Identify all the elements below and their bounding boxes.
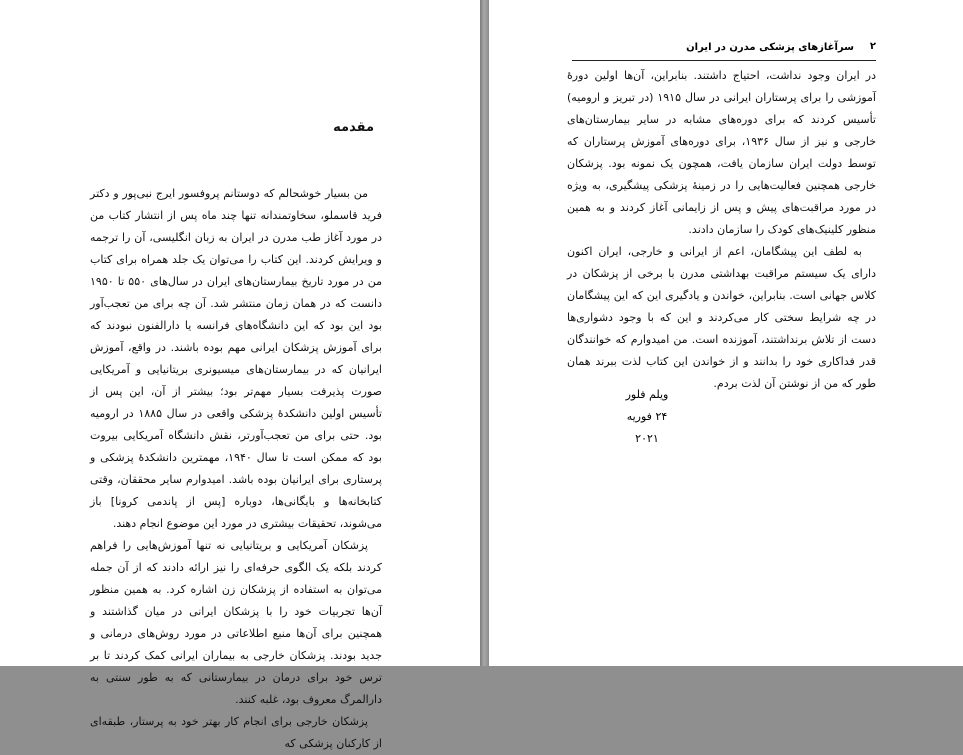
paragraph: به لطف این پیشگامان، اعم از ایرانی و خارجی، ایران اکنون دارای یک سیستم مراقبت بهداشتی مدرن با برخی از پزشکان در کلاس جهانی است. بنابراین، خواندن و یادگیری این که این پیشگامان در چه شرایط سختی کار می‌کردند و این که با وجود دشواری‌ها دست از تلاش برنداشتند، آموزنده است. من امیدوارم که خوانندگان قدر فداکاری خود را بدانند و از خواندن این کتاب لذت ببرند همان طور که من از نوشتن آن لذت بردم. [567, 245, 876, 390]
right-page-body [567, 65, 876, 395]
signature [617, 384, 677, 450]
paragraph: پزشکان آمریکایی و بریتانیایی نه تنها آموزش‌هایی را فراهم کردند بلکه یک الگوی حرفه‌ای را نیز ارائه دادند که از آن جمله می‌توان به استفاده از پزشکان زن اشاره کرد. به همین منظور آن‌ها تجربیات خود را با پزشکان ایرانی در میان گذاشتند و همچنین برای آن‌ها منبع اطلاعاتی در مورد روش‌های درمانی و جدید بودند. پزشکان خارجی به بیماران ایرانی کمک کردند تا بر ترس خود برای درمان در بیمارستانی که به طور سنتی به دارالمرگ معروف بود، غلبه کنند. [90, 539, 382, 706]
page-number: ۲ [869, 41, 876, 52]
left-page-body [90, 183, 382, 755]
page-gutter [480, 0, 489, 666]
signature-name: ویلم فلور [625, 388, 669, 401]
right-page [489, 0, 963, 666]
paragraph: پزشکان خارجی برای انجام کار بهتر خود به پرستار، طبقه‌ای از کارکنان پزشکی که [90, 715, 382, 750]
running-header [572, 40, 876, 61]
left-page [0, 0, 480, 750]
paragraph: من بسیار خوشحالم که دوستانم پروفسور ایرج نبی‌پور و دکتر فرید قاسملو، سخاوتمندانه تنها چند ماه پس از انتشار کتاب من در مورد آغاز طب مدرن در ایران به زبان انگلیسی، آن را ترجمه و ویرایش کردند. این کتاب را می‌توان یک جلد همراه برای کتاب من در مورد تاریخ بیمارستان‌های ایران در سال‌های ۵۵۰ تا ۱۹۵۰ دانست که در همان زمان منتشر شد. آن چه برای من تعجب‌آور بود این بود که این دانشگاه‌های فرانسه یا دارالفنون نبودند که برای آموزش پزشکان ایرانی مهم بوده باشند. در واقع، آموزش ایرانیان که در بیمارستان‌های میسیونری بریتانیایی و آمریکایی صورت پذیرفت بسیار مهم‌تر بود؛ بیشتر از آن، این پس از تأسیس اولین دانشکدهٔ پزشکی واقعی در سال ۱۸۸۵ در ارومیه بود. حتی برای من تعجب‌آورتر، نقش دانشگاه آمریکایی بیروت بود که ممکن است تا سال ۱۹۴۰، مهمترین دانشکدهٔ پزشکی و پرستاری برای ایرانیان بوده باشد. امیدوارم سایر محققان، وقتی کتابخانه‌ها و بایگانی‌ها، دوباره [پس از پاندمی کرونا] باز می‌شوند، تحقیقات بیشتری در مورد این موضوع انجام دهند. [90, 187, 383, 530]
page-heading: مقدمه [333, 120, 374, 135]
signature-date: ۲۴ فوریه ۲۰۲۱ [626, 410, 668, 445]
paragraph: در ایران وجود نداشت، احتیاج داشتند. بنابراین، آن‌ها اولین دورهٔ آموزشی را برای پرستاران ایرانی در سال ۱۹۱۵ (در تبریز و ارومیه) تأسیس کردند که برای دوره‌های مشابه در سایر بیمارستان‌های خارجی و نیز از سال ۱۹۳۶، برای دوره‌های آموزش پرستاران که توسط دولت ایران سازمان یافت، همچون یک نمونه بود. پزشکان خارجی همچنین فعالیت‌هایی را در زمینهٔ پزشکی پیشگیری، به ویژه در مورد مراقبت‌های پیش و پس از زایمانی آغاز کردند و به همین منظور کلینیک‌های کودک را سازمان دادند. [567, 69, 876, 236]
running-title: سرآغازهای پزشکی مدرن در ایران [686, 42, 854, 53]
